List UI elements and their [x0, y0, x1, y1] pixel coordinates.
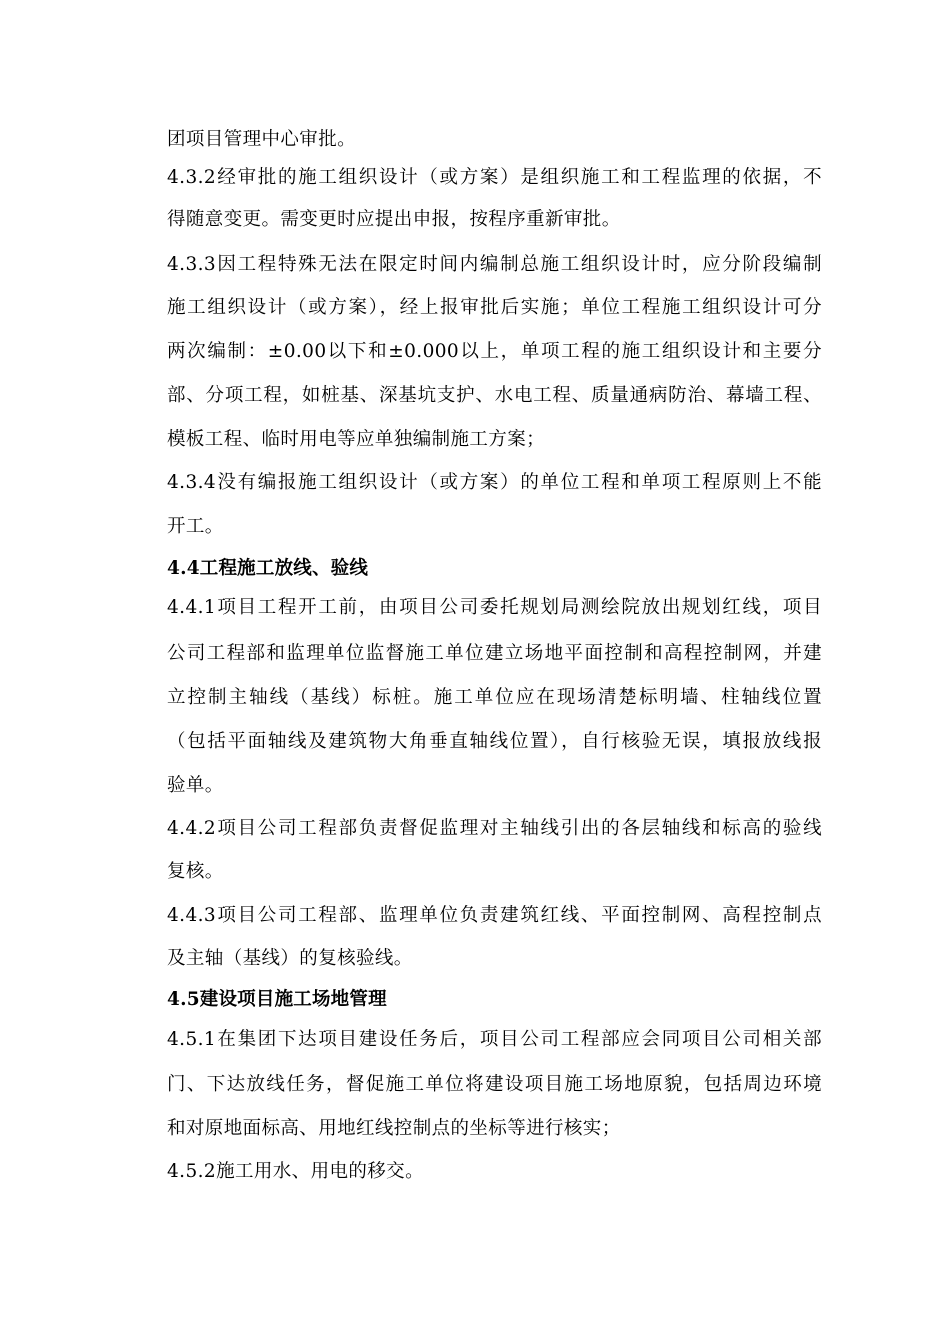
- text-line: 团项目管理中心审批。: [167, 129, 357, 150]
- text-line: 4.4.2项目公司工程部负责督促监理对主轴线引出的各层轴线和标高的验线: [167, 818, 822, 839]
- text-line: 4.3.2经审批的施工组织设计（或方案）是组织施工和工程监理的依据，不: [167, 167, 822, 188]
- text-line: 公司工程部和监理单位监督施工单位建立场地平面控制和高程控制网，并建: [167, 643, 822, 664]
- text-line: 4.5.2施工用水、用电的移交。: [167, 1161, 424, 1182]
- text-line: （包括平面轴线及建筑物大角垂直轴线位置），自行核验无误，填报放线报: [167, 731, 822, 752]
- text-line: 得随意变更。需变更时应提出申报，按程序重新审批。: [167, 209, 621, 230]
- text-line: 部、分项工程，如桩基、深基坑支护、水电工程、质量通病防治、幕墙工程、: [167, 385, 822, 406]
- text-line: 开工。: [167, 516, 224, 537]
- text-line: 施工组织设计（或方案），经上报审批后实施；单位工程施工组织设计可分: [167, 297, 822, 318]
- text-line: 4.5.1在集团下达项目建设任务后，项目公司工程部应会同项目公司相关部: [167, 1029, 822, 1050]
- text-line: 4.3.3因工程特殊无法在限定时间内编制总施工组织设计时，应分阶段编制: [167, 254, 822, 275]
- text-line: 4.4.3项目公司工程部、监理单位负责建筑红线、平面控制网、高程控制点: [167, 905, 822, 926]
- section-heading: 4.4工程施工放线、验线: [167, 558, 369, 579]
- text-line: 复核。: [167, 861, 224, 882]
- text-line: 验单。: [167, 775, 224, 796]
- text-line: 两次编制：±0.00以下和±0.000以上，单项工程的施工组织设计和主要分: [167, 341, 822, 362]
- text-line: 模板工程、临时用电等应单独编制施工方案；: [167, 429, 546, 450]
- text-line: 4.4.1项目工程开工前，由项目公司委托规划局测绘院放出规划红线，项目: [167, 597, 822, 618]
- text-line: 4.3.4没有编报施工组织设计（或方案）的单位工程和单项工程原则上不能: [167, 472, 822, 493]
- text-line: 和对原地面标高、用地红线控制点的坐标等进行核实；: [167, 1118, 621, 1139]
- text-line: 立控制主轴线（基线）标桩。施工单位应在现场清楚标明墙、柱轴线位置: [167, 687, 822, 708]
- text-line: 及主轴（基线）的复核验线。: [167, 948, 413, 969]
- section-heading: 4.5建设项目施工场地管理: [167, 989, 387, 1010]
- text-line: 门、下达放线任务，督促施工单位将建设项目施工场地原貌，包括周边环境: [167, 1074, 822, 1095]
